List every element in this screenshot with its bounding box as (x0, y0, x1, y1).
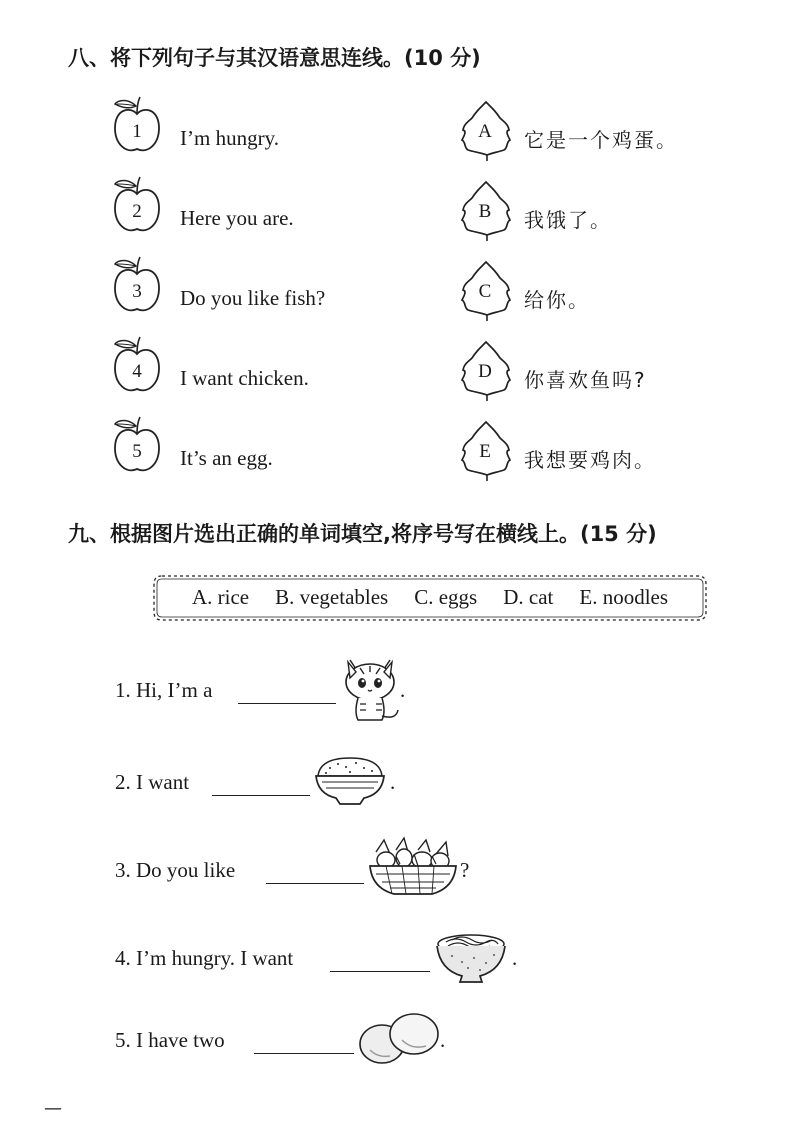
apple-number-badge (112, 172, 172, 236)
answer-blank-5[interactable] (254, 1052, 354, 1054)
item-number: 5 (132, 441, 142, 462)
english-sentence-5: It’s an egg. (180, 446, 273, 470)
question-3-text: 3. Do you like (115, 858, 236, 882)
item-letter: D (478, 361, 492, 382)
chinese-sentence-a: 它是一个鸡蛋。 (524, 128, 678, 152)
page-footer-mark: — (44, 1098, 62, 1119)
vegetable-basket-icon (366, 836, 460, 898)
apple-number-badge (112, 252, 172, 316)
word-option-c: C. eggs (414, 585, 478, 609)
question-4-end: . (512, 946, 518, 970)
cat-icon (338, 650, 402, 726)
item-number: 1 (132, 121, 142, 142)
item-number: 2 (132, 201, 142, 222)
answer-blank-3[interactable] (266, 882, 364, 884)
section-9-title: 九、根据图片选出正确的单词填空,将序号写在横线上。(15 分) (68, 522, 657, 546)
answer-blank-2[interactable] (212, 794, 310, 796)
item-letter: E (479, 441, 491, 462)
question-5-text: 5. I have two (115, 1028, 225, 1052)
noodle-bowl-icon (432, 930, 510, 986)
question-4-text: 4. I’m hungry. I want (115, 946, 294, 970)
word-option-a: A. rice (191, 585, 250, 609)
word-option-d: D. cat (503, 585, 554, 609)
item-number: 3 (132, 281, 142, 302)
answer-blank-1[interactable] (238, 702, 336, 704)
item-letter: A (478, 121, 492, 142)
chinese-sentence-b: 我饿了。 (524, 208, 612, 232)
word-bank (152, 574, 708, 622)
word-option-b: B. vegetables (275, 585, 389, 609)
question-2-end: . (390, 770, 396, 794)
english-sentence-3: Do you like fish? (180, 286, 326, 310)
item-letter: C (478, 281, 492, 302)
english-sentence-2: Here you are. (180, 206, 294, 230)
apple-number-badge (112, 92, 172, 156)
leaf-letter-badge (456, 98, 516, 162)
leaf-letter-badge (456, 338, 516, 402)
section-8-title: 八、将下列句子与其汉语意思连线。(10 分) (68, 46, 481, 70)
question-3-end: ? (460, 858, 470, 882)
chinese-sentence-c: 给你。 (524, 288, 590, 312)
question-1-end: . (400, 678, 406, 702)
chinese-sentence-d: 你喜欢鱼吗? (524, 368, 647, 392)
eggs-icon (356, 1010, 442, 1066)
rice-bowl-icon (312, 752, 388, 806)
apple-number-badge (112, 332, 172, 396)
apple-number-badge (112, 412, 172, 476)
english-sentence-4: I want chicken. (180, 366, 309, 390)
chinese-sentence-e: 我想要鸡肉。 (524, 448, 656, 472)
english-sentence-1: I’m hungry. (180, 126, 279, 150)
question-5-end: . (440, 1028, 446, 1052)
question-2-text: 2. I want (115, 770, 190, 794)
word-option-e: E. noodles (579, 585, 669, 609)
answer-blank-4[interactable] (330, 970, 430, 972)
item-number: 4 (132, 361, 142, 382)
question-1-text: 1. Hi, I’m a (115, 678, 213, 702)
item-letter: B (478, 201, 492, 222)
leaf-letter-badge (456, 178, 516, 242)
leaf-letter-badge (456, 258, 516, 322)
leaf-letter-badge (456, 418, 516, 482)
